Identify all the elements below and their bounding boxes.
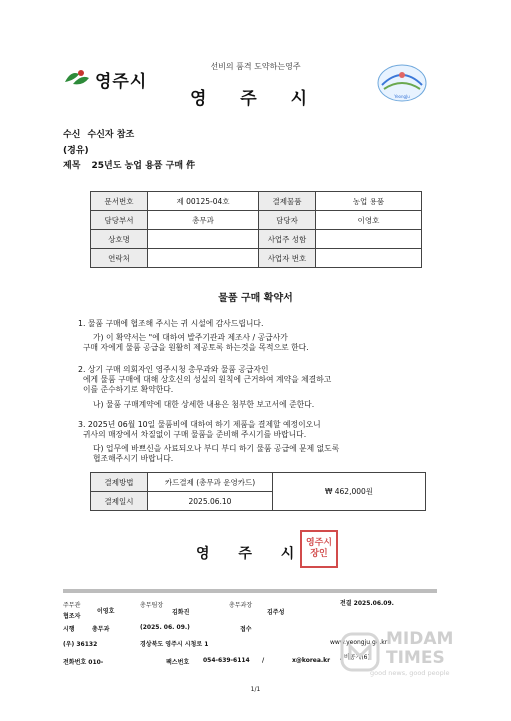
city-emblem-caption: YeongJu bbox=[394, 94, 410, 99]
company-label: 상호명 bbox=[91, 230, 148, 249]
owner-value bbox=[316, 230, 422, 249]
watermark-tagline: good news, good people bbox=[370, 669, 450, 677]
document-org-title: 영 주 시 bbox=[189, 89, 322, 109]
slogan: 선비의 품격 도약하는영주 bbox=[210, 62, 301, 71]
paragraph-3a-line1: 다) 업무에 바쁘신을 사료되오나 부디 부디 하기 물품 공급에 문제 없도록 bbox=[93, 444, 340, 453]
pay-method-value: 카드결제 (총무과 운영카드) bbox=[148, 473, 273, 492]
footer-r3-receipt: 접수 bbox=[240, 626, 252, 633]
watermark-logo-icon bbox=[340, 632, 380, 672]
doc-no-value: 제 00125-04호 bbox=[148, 192, 259, 211]
footer-org-title: 영 주 시 bbox=[196, 546, 307, 562]
doc-no-label: 문서번호 bbox=[91, 192, 148, 211]
recipient-row bbox=[63, 127, 134, 140]
footer-r5-fax-value: 054-639-6114 bbox=[203, 657, 250, 664]
pay-amount: ₩ 462,000원 bbox=[273, 473, 426, 511]
paragraph-2-line2: 에게 물품 구매에 대해 상호신의 성실의 원칙에 근거하여 계약을 체결하고 bbox=[83, 375, 332, 384]
subject-label: 제목 bbox=[63, 161, 81, 171]
official-seal: 영주시장인 bbox=[300, 530, 338, 568]
footer-r3-dept: 총무과 bbox=[92, 626, 110, 633]
paragraph-1a-line1: 가) 이 확약서는 "에 대하여 발주기관과 제조사 / 공급사가 bbox=[93, 333, 288, 342]
footer-r1-final: 전결 2025.06.09. bbox=[340, 600, 394, 607]
footer-r1-name3: 김주성 bbox=[267, 609, 285, 616]
footer-r4-disclosure: / 비공개(6) bbox=[340, 654, 370, 661]
subject-value: 25년도 농업 용품 구매 件 bbox=[91, 161, 196, 171]
bizno-value bbox=[316, 249, 422, 268]
company-value bbox=[148, 230, 259, 249]
footer-r1-role2: 총무팀장 bbox=[140, 602, 164, 609]
footer-r5-slash: / bbox=[262, 657, 265, 664]
dept-label: 담당부서 bbox=[91, 211, 148, 230]
recipient-value: 수신자 참조 bbox=[87, 130, 135, 140]
watermark-line1: MIDAM bbox=[386, 629, 454, 649]
footer-r1-name1: 이영호 bbox=[97, 608, 115, 615]
paragraph-3a-line2: 협조해주시기 바랍니다. bbox=[93, 454, 174, 463]
paragraph-2a: 나) 물품 구매계약에 대한 상세한 내용은 첨부한 보고서에 준한다. bbox=[93, 400, 315, 409]
via-text: (경유) bbox=[63, 146, 89, 156]
pay-date-label: 결제일시 bbox=[91, 492, 148, 511]
footer-r2-cooperator: 협조자 bbox=[63, 613, 81, 620]
footer-r5-phone: 전화번호 010- bbox=[63, 659, 104, 666]
page-number: 1/1 bbox=[250, 686, 261, 693]
footer-r3-date: (2025. 06. 09.) bbox=[140, 624, 190, 631]
footer-divider bbox=[63, 589, 437, 593]
person-value: 이영호 bbox=[316, 211, 422, 230]
dept-value: 총무과 bbox=[148, 211, 259, 230]
owner-label: 사업주 성함 bbox=[259, 230, 316, 249]
footer-r4-zip: (우) 36132 bbox=[63, 641, 98, 648]
pay-item-value: 농업 용품 bbox=[316, 192, 422, 211]
contact-label: 연락처 bbox=[91, 249, 148, 268]
recipient-label: 수신 bbox=[63, 130, 81, 140]
footer-r4-website: www.yeongju.go.kr bbox=[330, 639, 388, 646]
paragraph-1a-line2: 구매 자에게 물품 공급을 원활히 제공토록 하는것을 목적으로 한다. bbox=[83, 343, 309, 352]
info-table bbox=[90, 191, 422, 268]
bizno-label: 사업자 번호 bbox=[259, 249, 316, 268]
footer-r5-fax-label: 팩스번호 bbox=[166, 659, 190, 666]
paragraph-2-line3: 이를 준수하기로 확약한다. bbox=[83, 385, 174, 394]
person-label: 담당자 bbox=[259, 211, 316, 230]
section-title: 물품 구매 확약서 bbox=[218, 293, 293, 304]
footer-r1-role3: 총무과장 bbox=[229, 602, 253, 609]
footer-r5-email: x@korea.kr bbox=[292, 657, 331, 664]
paragraph-3-line2: 귀사의 매장에서 차질없이 구매 물품을 준비해 주시기를 바랍니다. bbox=[83, 430, 307, 439]
footer-r3-label: 시행 bbox=[63, 626, 75, 633]
paragraph-1: 1. 물품 구매에 협조해 주시는 귀 시설에 감사드립니다. bbox=[78, 319, 264, 328]
pay-method-label: 결제방법 bbox=[91, 473, 148, 492]
paragraph-3-line1: 3. 2025년 06월 10일 물품비에 대하여 하기 제품을 결제할 예정이오니 bbox=[78, 420, 321, 429]
footer-r1-name2: 김화진 bbox=[172, 609, 190, 616]
watermark-line2: TIMES bbox=[386, 648, 445, 668]
footer-r1-role1: 주무관 bbox=[63, 602, 81, 609]
contact-value bbox=[148, 249, 259, 268]
footer-r4-address: 경상북도 영주시 시청로 1 bbox=[140, 641, 209, 648]
city-emblem bbox=[376, 63, 428, 103]
pay-item-label: 결제물품 bbox=[259, 192, 316, 211]
city-logo-text: 영주시 bbox=[95, 71, 148, 92]
pay-date-value: 2025.06.10 bbox=[148, 492, 273, 511]
paragraph-2-line1: 2. 상기 구매 의회자인 영주시청 총무과와 물품 공급자인 bbox=[78, 365, 269, 374]
payment-table bbox=[90, 472, 426, 511]
subject-row bbox=[63, 158, 195, 171]
